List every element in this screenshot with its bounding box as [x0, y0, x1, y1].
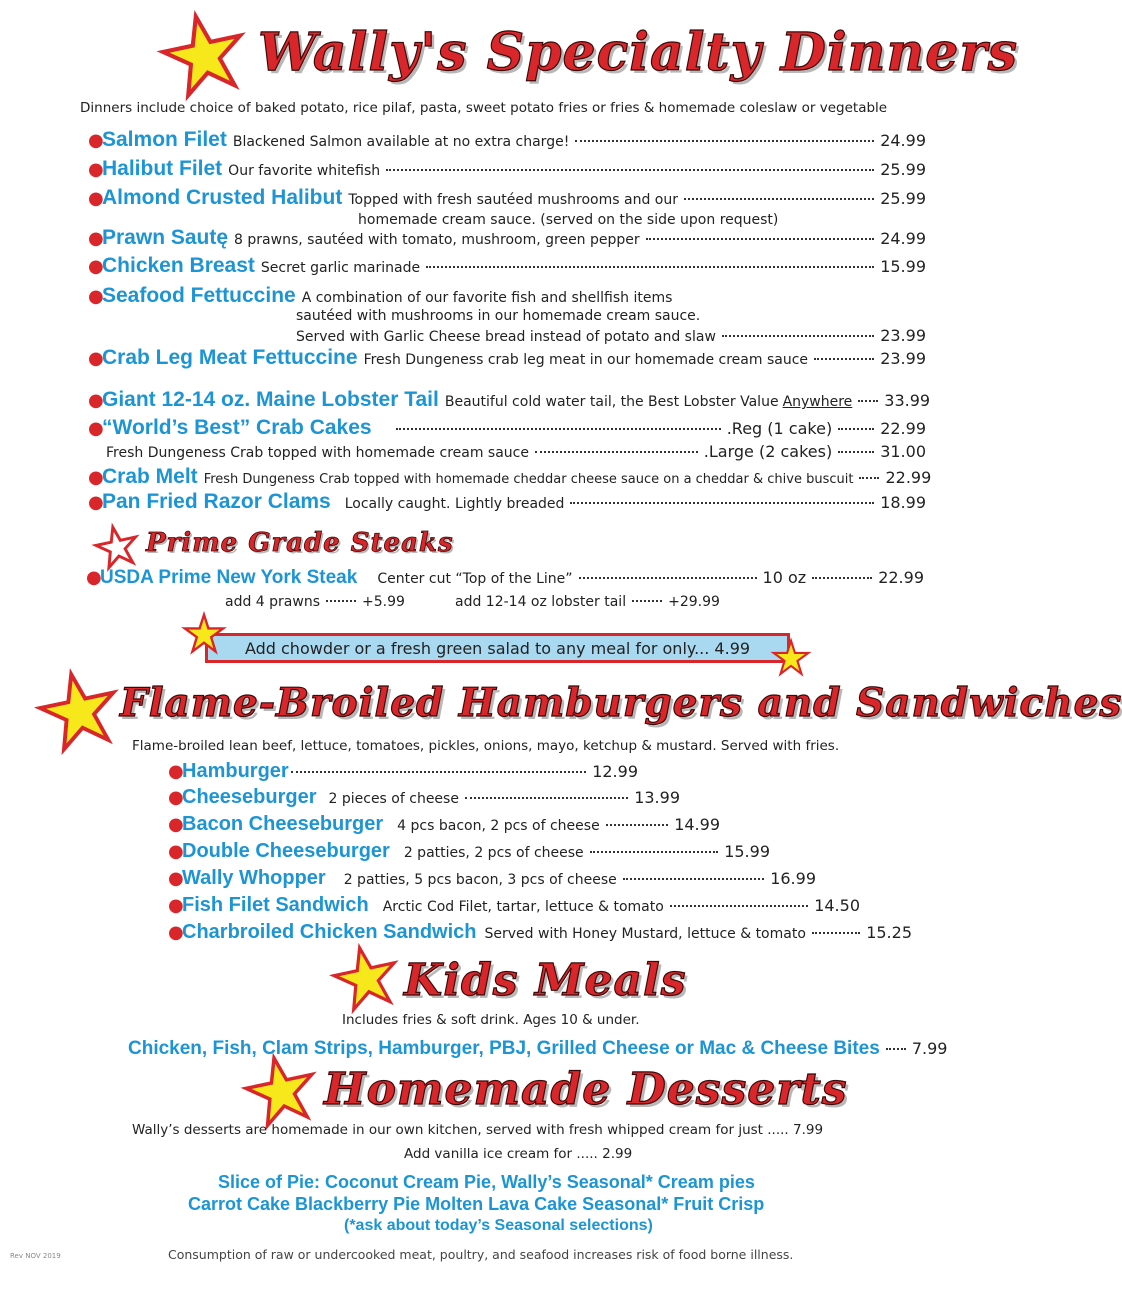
- item-name: Pan Fried Razor Clams: [102, 490, 331, 513]
- desserts-note: (*ask about today’s Seasonal selections): [344, 1217, 653, 1234]
- star-icon: [40, 672, 118, 750]
- bullet-icon: ●: [88, 256, 104, 277]
- desserts-line: Slice of Pie: Coconut Cream Pie, Wally’s Seasonal* Cream pies: [218, 1172, 755, 1192]
- burger-item: [168, 921, 912, 944]
- item-price: 15.99: [880, 257, 926, 276]
- addon-price: +29.99: [668, 594, 720, 610]
- item-desc: Blackened Salmon available at no extra charge!: [232, 134, 570, 150]
- item-desc-continued: homemade cream sauce. (served on the side upon request): [358, 212, 779, 228]
- item-desc: 8 prawns, sautéed with tomato, mushroom, green pepper: [234, 232, 640, 248]
- item-desc: 2 patties, 5 pcs bacon, 3 pcs of cheese: [343, 872, 617, 888]
- item-desc: 2 patties, 2 pcs of cheese: [403, 845, 584, 861]
- item-size: .Large (2 cakes): [703, 442, 833, 461]
- item-price: 18.99: [880, 493, 926, 512]
- item-desc: Beautiful cold water tail, the Best Lobster Value: [444, 394, 779, 410]
- bullet-icon: ●: [88, 390, 104, 411]
- burger-item: [168, 786, 680, 809]
- item-desc-continued: sautéed with mushrooms in our homemade cream sauce.: [296, 308, 701, 324]
- bullet-icon: ●: [168, 787, 184, 808]
- item-desc-continued: Served with Garlic Cheese bread instead of potato and slaw: [296, 329, 716, 345]
- item-name: Halibut Filet: [102, 157, 223, 180]
- item-name: Salmon Filet: [102, 128, 227, 151]
- item-price: 13.99: [634, 788, 680, 807]
- item-desc: A combination of our favorite fish and shellfish items: [301, 290, 673, 306]
- bullet-icon: ●: [168, 868, 184, 889]
- item-price: 23.99: [880, 326, 926, 345]
- bullet-icon: ●: [88, 228, 104, 249]
- item-desc-underline: Anywhere: [782, 394, 853, 410]
- item-desc: Our favorite whitefish: [228, 163, 381, 179]
- star-icon: [163, 14, 245, 96]
- dinner-item: [88, 465, 932, 489]
- dinner-item: [88, 284, 926, 308]
- item-price: 12.99: [592, 762, 638, 781]
- steak-item: [86, 567, 924, 589]
- revision-note: Rev NOV 2019: [10, 1252, 61, 1260]
- item-price: 31.00: [880, 442, 926, 461]
- banner-text: Add chowder or a fresh green salad to any meal for only... 4.99: [244, 638, 751, 658]
- desserts-title: Homemade Desserts: [324, 1064, 848, 1115]
- item-name: Almond Crusted Halibut: [102, 186, 343, 209]
- bullet-icon: ●: [168, 922, 184, 943]
- item-price: 16.99: [770, 869, 816, 888]
- steaks-title: Prime Grade Steaks: [146, 528, 454, 558]
- bullet-icon: ●: [168, 761, 184, 782]
- item-price: 15.25: [866, 923, 912, 942]
- item-price: 14.99: [674, 815, 720, 834]
- item-price: 22.99: [885, 468, 932, 487]
- bullet-icon: ●: [88, 286, 104, 307]
- addon-label: add 4 prawns: [225, 594, 320, 610]
- steak-addon: [455, 594, 720, 610]
- item-price: 15.99: [724, 842, 770, 861]
- item-size: 10 oz: [762, 568, 807, 587]
- dinners-intro: Dinners include choice of baked potato, rice pilaf, pasta, sweet potato fries or fries & homemade coleslaw or vegetable: [80, 100, 888, 116]
- star-icon: [184, 614, 224, 654]
- dinner-item-cont: [106, 442, 926, 461]
- bullet-icon: ●: [88, 130, 104, 151]
- item-desc: Fresh Dungeness Crab topped with homemade cream sauce: [106, 445, 529, 461]
- bullet-icon: ●: [88, 159, 104, 180]
- item-name: Giant 12-14 oz. Maine Lobster Tail: [102, 388, 439, 411]
- burger-item: [168, 840, 770, 863]
- bullet-icon: ●: [168, 895, 184, 916]
- dinner-item: [88, 157, 926, 181]
- item-name: Wally Whopper: [182, 867, 326, 889]
- bullet-icon: ●: [168, 841, 184, 862]
- item-desc: Served with Honey Mustard, lettuce & tomato: [484, 926, 806, 942]
- desserts-intro: Wally’s desserts are homemade in our own kitchen, served with fresh whipped cream for just ..... 7.99: [132, 1122, 824, 1138]
- bullet-icon: ●: [88, 188, 104, 209]
- item-desc: Fresh Dungeness crab leg meat in our homemade cream sauce: [363, 352, 809, 368]
- dinner-item: [88, 490, 926, 514]
- dinner-item: [88, 416, 926, 440]
- item-price: 22.99: [878, 568, 924, 587]
- item-desc: 2 pieces of cheese: [328, 791, 459, 807]
- dinner-item: [88, 388, 931, 412]
- item-desc: Center cut “Top of the Line”: [377, 571, 573, 587]
- dinner-item-cont: [296, 326, 926, 345]
- item-size: .Reg (1 cake): [726, 419, 833, 438]
- bullet-icon: ●: [88, 348, 104, 369]
- item-name: Prawn Sautę: [102, 226, 229, 249]
- item-name: Chicken Breast: [102, 254, 255, 277]
- item-desc: 4 pcs bacon, 2 pcs of cheese: [397, 818, 600, 834]
- item-price: 14.50: [814, 896, 860, 915]
- dinner-item: [88, 186, 926, 210]
- page-title: Wally's Specialty Dinners: [258, 22, 1019, 83]
- kids-price: 7.99: [911, 1039, 948, 1058]
- item-desc: Fresh Dungeness Crab topped with homemade cheddar cheese sauce on a cheddar & chive buscuit: [203, 472, 854, 487]
- item-price: 23.99: [880, 349, 926, 368]
- kids-title: Kids Meals: [404, 955, 687, 1006]
- item-desc: Topped with fresh sautéed mushrooms and our: [348, 192, 678, 208]
- desserts-addon: Add vanilla ice cream for ..... 2.99: [404, 1146, 633, 1162]
- dinner-item: [88, 254, 926, 278]
- star-icon: [246, 1056, 316, 1126]
- desserts-line: Carrot Cake Blackberry Pie Molten Lava Cake Seasonal* Fruit Crisp: [188, 1194, 765, 1214]
- item-name: Charbroiled Chicken Sandwich: [182, 921, 477, 943]
- item-name: Fish Filet Sandwich: [182, 894, 369, 916]
- item-price: 33.99: [884, 391, 931, 410]
- burger-item: [168, 760, 638, 783]
- item-name: USDA Prime New York Steak: [100, 567, 358, 588]
- dinner-item: [88, 226, 926, 250]
- star-icon: [334, 946, 398, 1010]
- star-icon: [96, 526, 138, 568]
- steak-addon: [225, 594, 405, 610]
- item-desc: Secret garlic marinade: [260, 260, 421, 276]
- bullet-icon: ●: [168, 814, 184, 835]
- addon-label: add 12-14 oz lobster tail: [455, 594, 627, 610]
- bullet-icon: ●: [88, 467, 104, 488]
- burger-item: [168, 894, 860, 917]
- item-price: 24.99: [880, 131, 926, 150]
- dinner-item: [88, 128, 926, 152]
- item-desc: Locally caught. Lightly breaded: [344, 496, 565, 512]
- item-name: Crab Melt: [102, 465, 198, 488]
- bullet-icon: ●: [88, 492, 104, 513]
- item-price: 22.99: [880, 419, 926, 438]
- addon-price: +5.99: [362, 594, 405, 610]
- dinner-item: [88, 346, 926, 370]
- addon-banner: [205, 633, 790, 663]
- burgers-title: Flame-Broiled Hamburgers and Sandwiches: [120, 680, 1122, 726]
- item-price: 25.99: [880, 160, 926, 179]
- burger-item: [168, 867, 816, 890]
- item-desc: Arctic Cod Filet, tartar, lettuce & tomato: [382, 899, 664, 915]
- item-price: 25.99: [880, 189, 926, 208]
- item-name: Bacon Cheeseburger: [182, 813, 384, 835]
- footer-warning: Consumption of raw or undercooked meat, poultry, and seafood increases risk of food borne illness.: [168, 1247, 794, 1262]
- bullet-icon: ●: [88, 418, 104, 439]
- item-name: Double Cheeseburger: [182, 840, 390, 862]
- burger-item: [168, 813, 720, 836]
- item-name: Crab Leg Meat Fettuccine: [102, 346, 358, 369]
- item-name: Cheeseburger: [182, 786, 317, 808]
- item-name: Seafood Fettuccine: [102, 284, 296, 307]
- star-icon: [773, 640, 809, 676]
- item-name: Hamburger: [182, 760, 289, 782]
- item-price: 24.99: [880, 229, 926, 248]
- kids-list: Chicken, Fish, Clam Strips, Hamburger, PBJ, Grilled Cheese or Mac & Cheese Bites: [128, 1038, 880, 1059]
- kids-intro: Includes fries & soft drink. Ages 10 & under.: [342, 1012, 640, 1028]
- item-name: “World’s Best” Crab Cakes: [102, 416, 372, 439]
- bullet-icon: ●: [86, 567, 102, 588]
- burgers-intro: Flame-broiled lean beef, lettuce, tomatoes, pickles, onions, mayo, ketchup & mustard. Served with fries.: [132, 738, 840, 754]
